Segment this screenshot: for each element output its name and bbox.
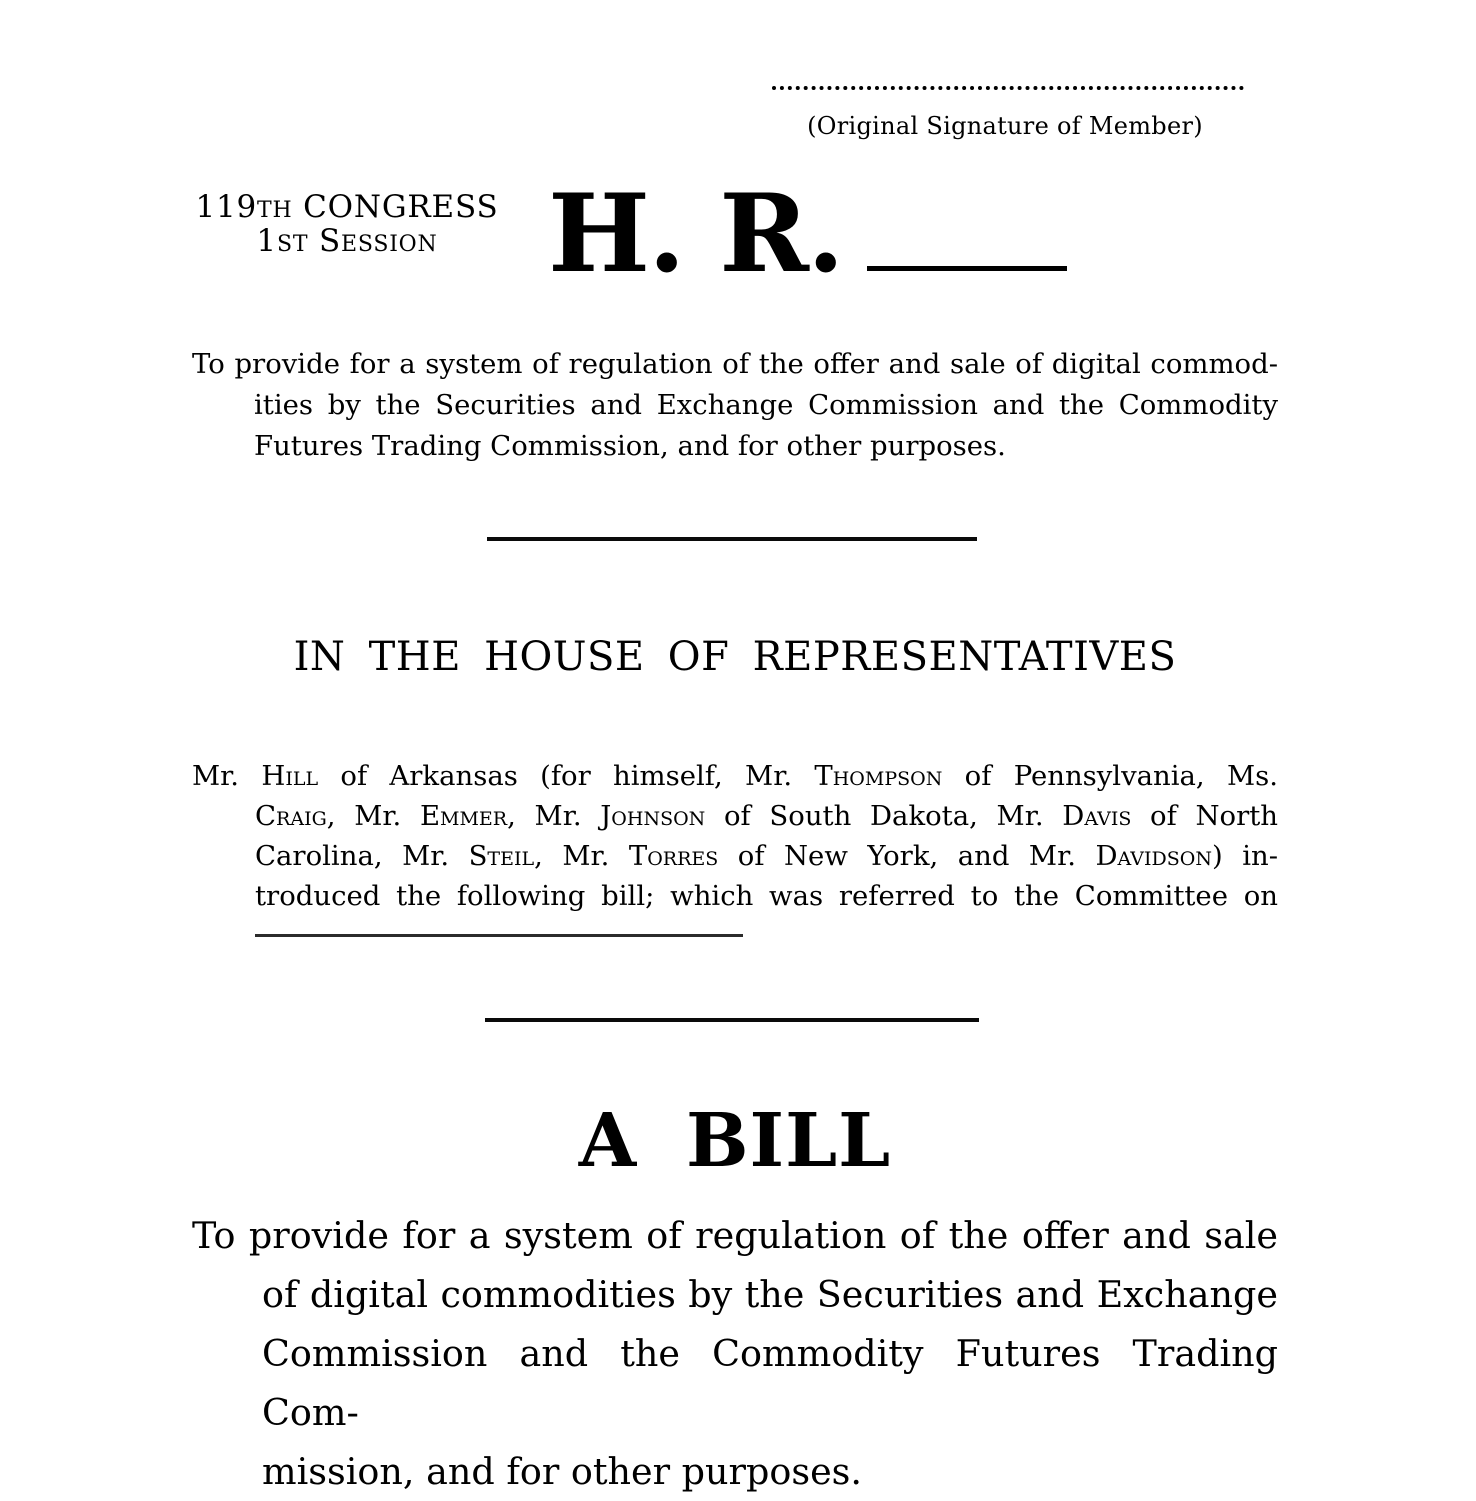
text-segment: , Mr. (534, 840, 629, 872)
signature-caption: (Original Signature of Member) (807, 112, 1203, 140)
preamble-line: To provide for a system of regulation of the offer and sale of digital commod- (192, 348, 1278, 380)
congress-number: 119th CONGRESS (195, 189, 499, 225)
member-name: Thompson (814, 760, 943, 792)
bill-number-blank (867, 266, 1067, 271)
sponsor-line (192, 756, 1278, 796)
text-segment: Mr. (192, 760, 262, 792)
preamble-line: Futures Trading Commission, and for other purposes. (254, 430, 1006, 462)
bill-title-heading: A BILL (578, 1098, 892, 1184)
sponsor-line (192, 796, 1278, 836)
member-name: Craig (255, 800, 327, 832)
chamber-heading: IN THE HOUSE OF REPRESENTATIVES (293, 634, 1177, 680)
preamble-line: ities by the Securities and Exchange Commission and the Commodity (254, 389, 1278, 421)
sponsor-paragraph (192, 756, 1278, 937)
member-name: Johnson (600, 800, 706, 832)
signature-dotted-line (772, 86, 1244, 90)
member-name: Davis (1062, 800, 1132, 832)
session-number: 1st Session (256, 223, 438, 259)
bill-body-paragraph (192, 1206, 1278, 1501)
member-name: Davidson (1095, 840, 1212, 872)
member-name: Steil (468, 840, 535, 872)
horizontal-rule-bottom (485, 1018, 979, 1022)
sponsor-line (192, 836, 1278, 876)
text-segment: , Mr. (326, 800, 420, 832)
body-line: Commission and the Commodity Futures Trading Com- (262, 1332, 1278, 1434)
committee-blank-line (255, 934, 743, 937)
text-segment: troduced the following bill; which was referred to the Committee on (255, 880, 1278, 912)
body-line: To provide for a system of regulation of the offer and sale (192, 1214, 1278, 1257)
body-line: mission, and for other purposes. (262, 1450, 863, 1493)
body-line: of digital commodities by the Securities and Exchange (262, 1273, 1278, 1316)
text-segment: of Arkansas (for himself, Mr. (318, 760, 815, 792)
sponsor-line (192, 876, 1278, 916)
bill-number-line (548, 171, 1067, 297)
preamble-paragraph (192, 344, 1278, 467)
text-segment: of North (1131, 800, 1279, 832)
text-segment: , Mr. (507, 800, 601, 832)
text-segment: of New York, and Mr. (718, 840, 1096, 872)
text-segment: of South Dakota, Mr. (705, 800, 1063, 832)
text-segment: Carolina, Mr. (255, 840, 469, 872)
text-segment: of Pennsylvania, Ms. (942, 760, 1278, 792)
member-name: Emmer (419, 800, 508, 832)
member-name: Hill (261, 760, 319, 792)
text-segment: ) in- (1211, 840, 1278, 872)
member-name: Torres (628, 840, 719, 872)
horizontal-rule-top (487, 537, 977, 541)
bill-number-prefix: H. R. (548, 171, 843, 297)
congress-session-block (192, 190, 502, 258)
